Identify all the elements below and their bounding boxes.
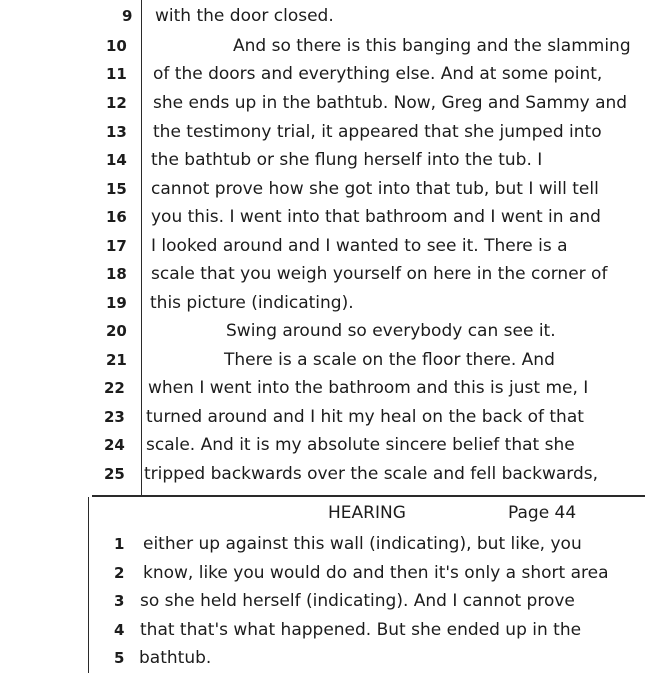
margin-rule-top xyxy=(141,0,142,497)
line-number: 5 xyxy=(114,649,125,667)
line-text: And so there is this banging and the slamming xyxy=(233,36,631,56)
margin-rule-bottom xyxy=(88,497,89,673)
line-number: 22 xyxy=(104,379,125,397)
line-text: Swing around so everybody can see it. xyxy=(226,321,556,341)
line-number: 15 xyxy=(106,180,127,198)
line-text: so she held herself (indicating). And I cannot prove xyxy=(140,591,575,611)
line-text: of the doors and everything else. And at some point, xyxy=(153,64,603,84)
line-number: 1 xyxy=(114,535,125,553)
line-text: with the door closed. xyxy=(155,6,334,26)
page-header-number: Page 44 xyxy=(508,503,577,523)
line-text: scale. And it is my absolute sincere belief that she xyxy=(146,435,575,455)
line-number: 16 xyxy=(106,208,127,226)
line-number: 12 xyxy=(106,94,127,112)
line-text: this picture (indicating). xyxy=(150,293,354,313)
line-number: 11 xyxy=(106,65,127,83)
line-text: scale that you weigh yourself on here in the corner of xyxy=(151,264,608,284)
line-number: 13 xyxy=(106,123,127,141)
page-divider xyxy=(92,495,645,497)
line-number: 18 xyxy=(106,265,127,283)
line-text: cannot prove how she got into that tub, but I will tell xyxy=(151,179,599,199)
line-number: 23 xyxy=(104,408,125,426)
line-text: know, like you would do and then it's only a short area xyxy=(143,563,609,583)
line-number: 2 xyxy=(114,564,125,582)
line-number: 17 xyxy=(106,237,127,255)
line-text: that that's what happened. But she ended up in the xyxy=(140,620,582,640)
line-text: either up against this wall (indicating), but like, you xyxy=(143,534,582,554)
line-number: 4 xyxy=(114,621,125,639)
line-text: the bathtub or she flung herself into the tub. I xyxy=(151,150,543,170)
line-number: 20 xyxy=(106,322,127,340)
line-text: you this. I went into that bathroom and I went in and xyxy=(151,207,601,227)
line-text: when I went into the bathroom and this is just me, I xyxy=(148,378,589,398)
page-header-title: HEARING xyxy=(328,503,406,523)
line-number: 25 xyxy=(104,465,125,483)
line-number: 3 xyxy=(114,592,125,610)
line-text: There is a scale on the floor there. And xyxy=(224,350,555,370)
line-text: turned around and I hit my heal on the back of that xyxy=(146,407,584,427)
line-number: 9 xyxy=(122,7,133,25)
line-text: I looked around and I wanted to see it. There is a xyxy=(151,236,568,256)
line-text: bathtub. xyxy=(139,648,212,668)
line-text: tripped backwards over the scale and fell backwards, xyxy=(144,464,599,484)
line-number: 19 xyxy=(106,294,127,312)
line-number: 24 xyxy=(104,436,125,454)
line-number: 10 xyxy=(106,37,127,55)
line-text: she ends up in the bathtub. Now, Greg and Sammy and xyxy=(153,93,628,113)
line-number: 14 xyxy=(106,151,127,169)
line-number: 21 xyxy=(106,351,127,369)
line-text: the testimony trial, it appeared that she jumped into xyxy=(153,122,602,142)
